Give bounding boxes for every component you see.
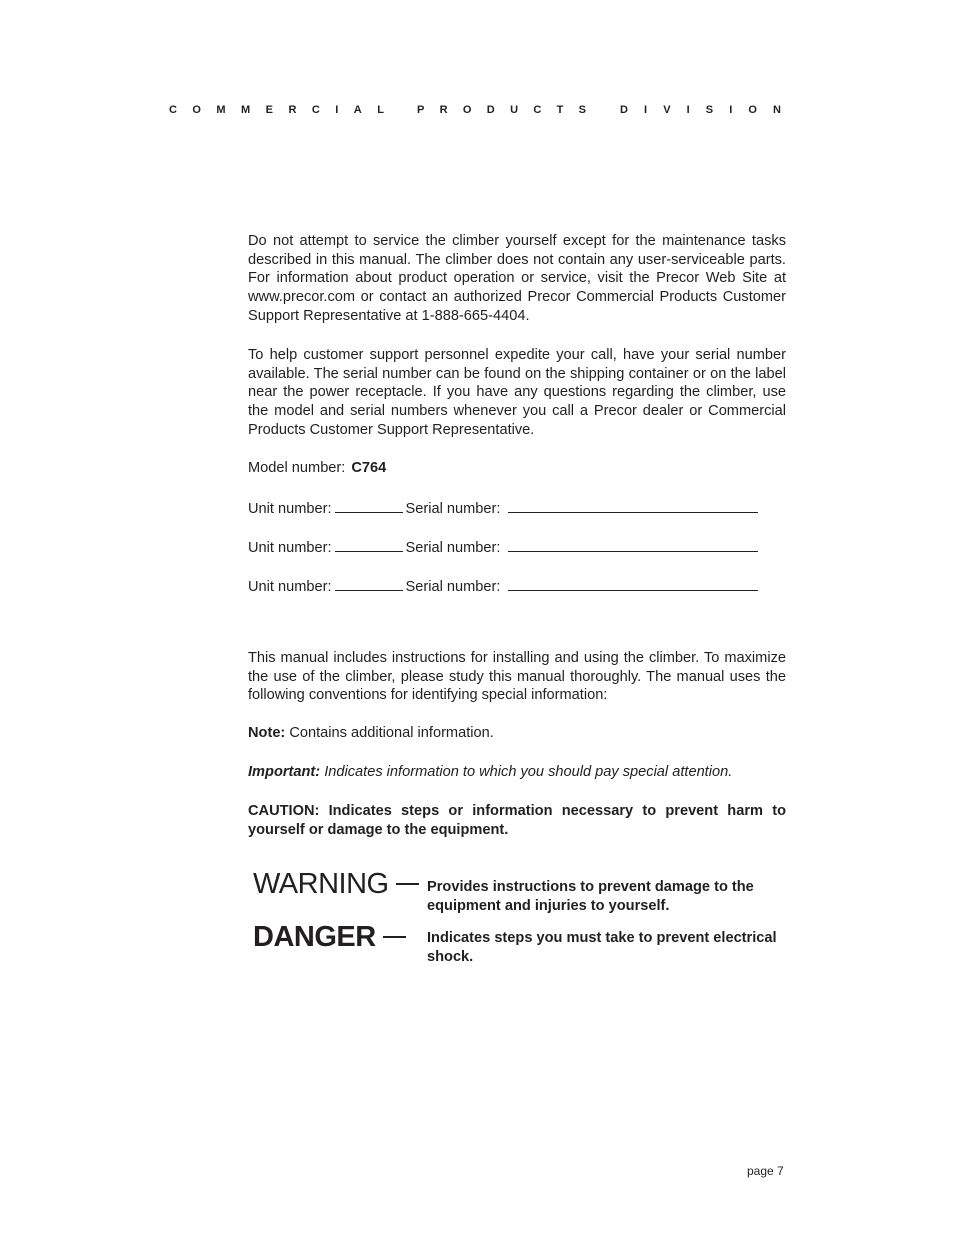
header-word-products	[417, 104, 586, 116]
serial-number-label: Serial number:	[405, 579, 501, 595]
unit-number-blank[interactable]	[335, 499, 403, 513]
header-letter: M	[241, 104, 251, 116]
header-letter: D	[620, 104, 628, 116]
header-letter: M	[216, 104, 226, 116]
unit-number-blank[interactable]	[335, 577, 403, 591]
model-number-line	[248, 459, 786, 478]
note-label: Note:	[248, 725, 286, 741]
danger-signal	[253, 921, 406, 954]
note-convention	[248, 724, 786, 743]
warning-word: WARNING	[253, 868, 389, 900]
header-letter: I	[729, 104, 733, 116]
header-letter: T	[556, 104, 564, 116]
warning-dash	[396, 883, 419, 885]
header-letter: I	[335, 104, 339, 116]
header-word-division	[620, 104, 781, 116]
unit-serial-row	[248, 577, 758, 596]
unit-number-label: Unit number:	[248, 540, 332, 556]
header-letter: I	[644, 104, 648, 116]
service-paragraph: Do not attempt to service the climber yourself except for the maintenance tasks described in this manual. The climber does not contain any user-serviceable parts. For information about product operation or service, visit the Precor Web Site at www.precor.com or contact an authorized Precor Commercial Products Customer Support Representative at 1-888-665-4404.	[248, 233, 786, 324]
header-letter: C	[311, 104, 320, 116]
warning-signal	[253, 868, 419, 901]
header-letter: O	[462, 104, 472, 116]
serial-number-label: Serial number:	[405, 501, 501, 517]
serial-paragraph: To help customer support personnel expedite your call, have your serial number available. The serial number can be found on the shipping container or on the label near the power receptacle. If you have any questions regarding the climber, use the model and serial numbers whenever you call a Precor dealer or Commercial Products Customer Support Representative.	[248, 347, 786, 438]
serial-number-blank[interactable]	[508, 499, 758, 513]
danger-word: DANGER	[253, 921, 376, 953]
header-letter: S	[578, 104, 586, 116]
header-letter: L	[377, 104, 384, 116]
important-label: Important:	[248, 764, 321, 780]
serial-number-label: Serial number:	[405, 540, 501, 556]
important-convention	[248, 763, 786, 782]
header-letter: E	[265, 104, 274, 116]
header-letter: I	[686, 104, 690, 116]
unit-number-label: Unit number:	[248, 579, 332, 595]
header-letter: C	[533, 104, 542, 116]
header-letter: A	[353, 104, 362, 116]
manual-conventions-paragraph: This manual includes instructions for installing and using the climber. To maximize the use of the climber, please study this manual thoroughly. The manual uses the following conventions for identifying special information:	[248, 650, 786, 704]
caution-convention: CAUTION: Indicates steps or information necessary to prevent harm to yourself or damage to the equipment.	[248, 803, 786, 838]
header-letter: O	[748, 104, 757, 116]
serial-number-blank[interactable]	[508, 538, 758, 552]
header-letter: P	[417, 104, 425, 116]
danger-dash	[383, 936, 406, 938]
header-letter: O	[192, 104, 201, 116]
header-letter: N	[773, 104, 781, 116]
danger-description: Indicates steps you must take to prevent electrical shock.	[427, 930, 777, 965]
unit-serial-row	[248, 499, 758, 518]
page-number: page 7	[747, 1164, 784, 1178]
unit-number-label: Unit number:	[248, 501, 332, 517]
header-letter: V	[663, 104, 671, 116]
header-letter: U	[510, 104, 519, 116]
header-letter: D	[486, 104, 495, 116]
header-letter: S	[705, 104, 714, 116]
unit-number-blank[interactable]	[335, 538, 403, 552]
important-text: Indicates information to which you should pay special attention.	[320, 764, 733, 780]
header-word-commercial	[169, 104, 384, 116]
unit-serial-row	[248, 538, 758, 557]
header-letter: R	[288, 104, 297, 116]
warning-description: Provides instructions to prevent damage to the equipment and injuries to yourself.	[427, 879, 754, 914]
model-number-label: Model number:	[248, 460, 346, 476]
header-letter: C	[169, 104, 177, 116]
note-text: Contains additional information.	[285, 725, 494, 741]
serial-number-blank[interactable]	[508, 577, 758, 591]
model-number-value: C764	[351, 460, 387, 476]
header-letter: R	[439, 104, 448, 116]
